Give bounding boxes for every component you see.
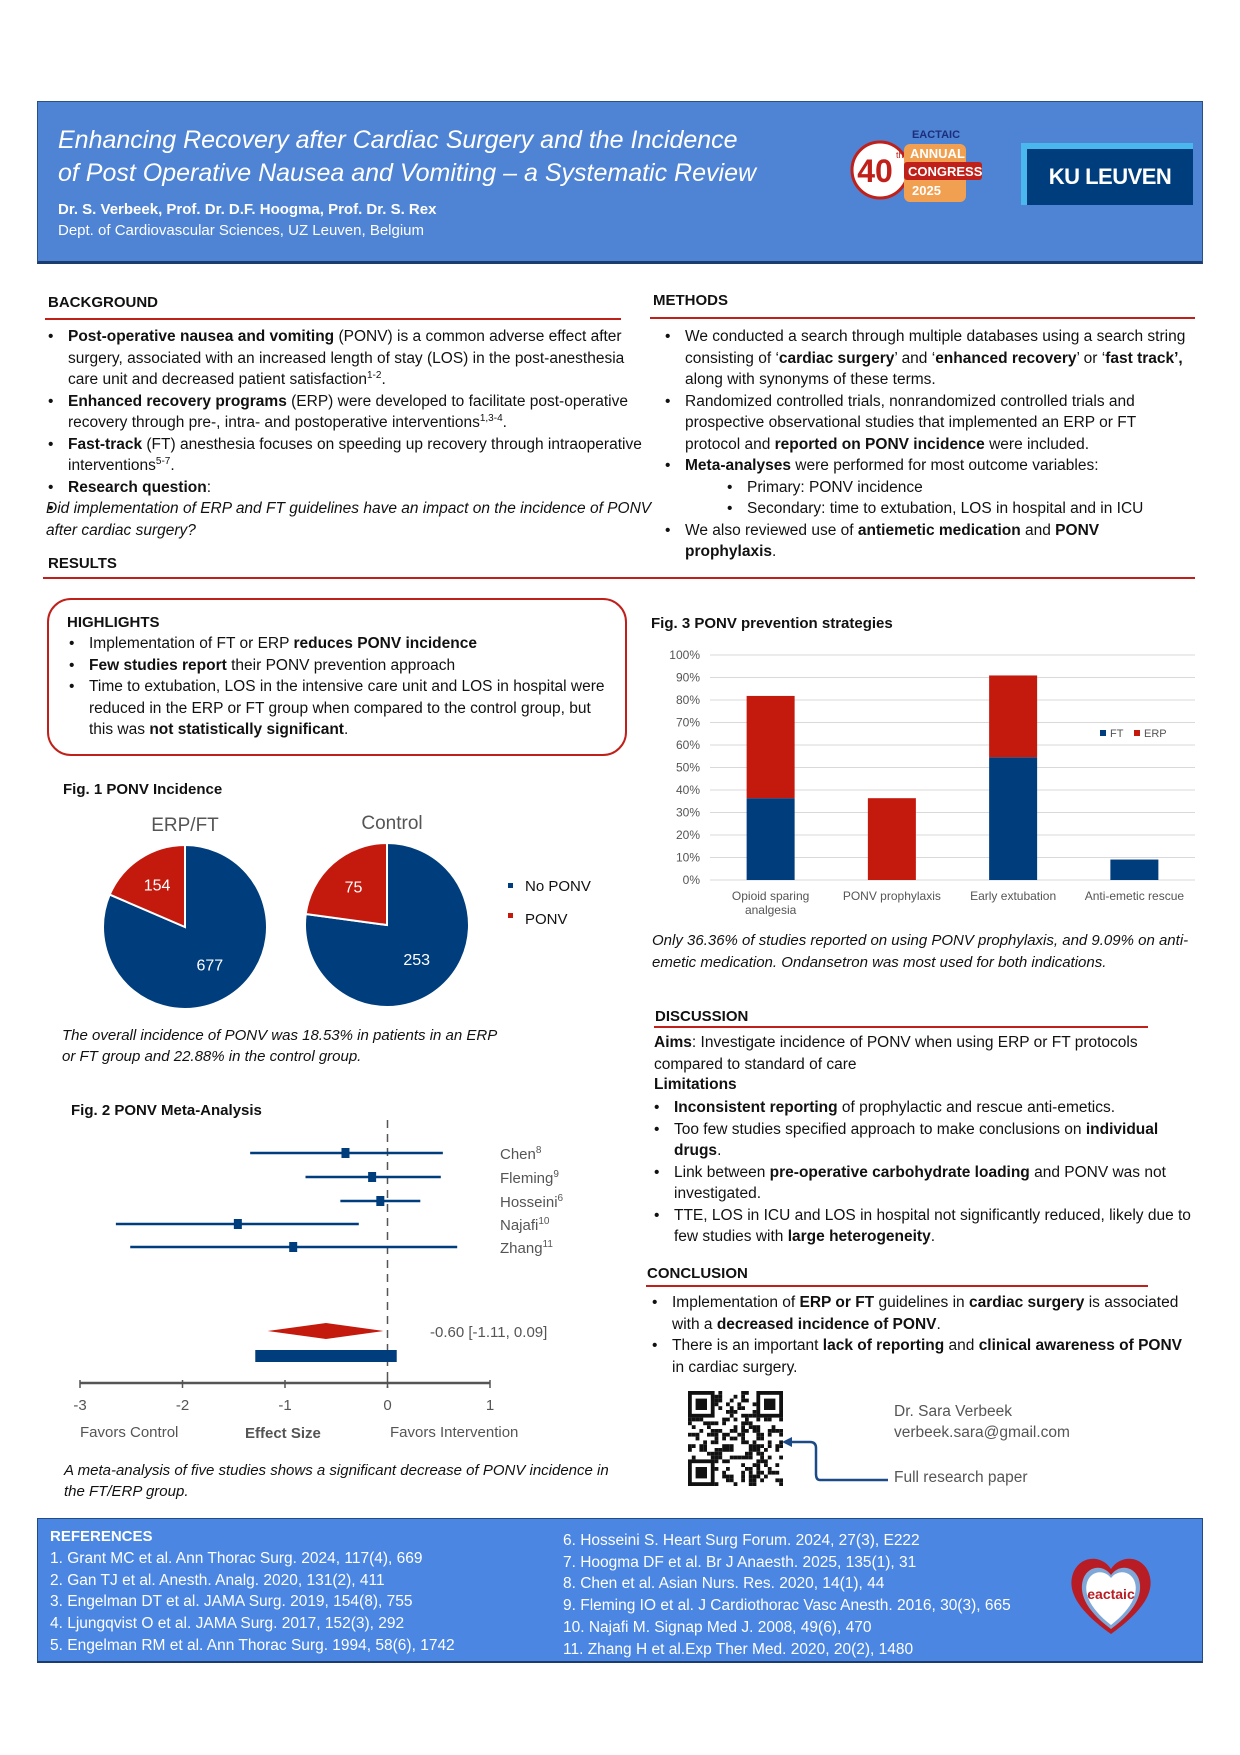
x-tick-label: -1 (278, 1397, 292, 1414)
pooled-estimate-label: -0.60 [-1.11, 0.09] (430, 1324, 548, 1341)
legend-swatch-erp (1134, 730, 1140, 736)
fig3-title: Fig. 3 PONV prevention strategies (651, 615, 893, 632)
reference-item: 3. Engelman DT et al. JAMA Surg. 2019, 154(8), 755 (50, 1593, 413, 1611)
reference-item: 9. Fleming IO et al. J Cardiothorac Vasc Anesth. 2016, 30(3), 665 (563, 1597, 1011, 1615)
pie-value-label: 253 (403, 951, 431, 969)
arrow-icon (780, 1430, 900, 1490)
fig1-pie-charts (60, 800, 620, 1020)
title-line-1: Enhancing Recovery after Cardiac Surgery and the Incidence (58, 126, 738, 154)
x-tick-label: 1 (485, 1397, 495, 1414)
legend-label-no-ponv: No PONV (525, 878, 591, 895)
fig1-title: Fig. 1 PONV Incidence (63, 781, 223, 798)
legend-label-ft: FT (1110, 728, 1124, 740)
references-left-column (50, 1548, 455, 1657)
conclusion-divider (646, 1285, 1148, 1287)
fig1-caption: The overall incidence of PONV was 18.53% in patients in an ERP or FT group and 22.88% in the control group. (62, 1027, 497, 1065)
limitation-item: • TTE, LOS in ICU and LOS in hospital not significantly reduced, likely due to few studies with large heterogeneity. (652, 1205, 1197, 1248)
methods-item: • Meta-analyses were performed for most outcome variables: • Primary: PONV incidence • Secondary: time to extubation, LOS in hospital and in ICU (663, 455, 1193, 520)
qr-code[interactable] (688, 1391, 783, 1486)
reference-item: 2. Gan TJ et al. Anesth. Analg. 2020, 131(2), 411 (50, 1571, 385, 1589)
fig2-forest-plot (50, 1120, 610, 1450)
x-tick-label: 0 (383, 1397, 392, 1414)
y-tick-label: 0% (682, 873, 700, 887)
methods-heading: METHODS (653, 292, 728, 309)
highlights-box (47, 598, 627, 756)
point-estimate-fleming (368, 1172, 376, 1182)
references-section (37, 1518, 1203, 1663)
limitation-item: • Too few studies specified approach to make conclusions on individual drugs. (652, 1119, 1197, 1162)
methods-list (663, 326, 1193, 563)
ku-leuven-logo-text: KU LEUVEN (1027, 149, 1193, 205)
study-label-zhang: Zhang$^{11}$ (500, 1239, 553, 1257)
bar-marks (669, 648, 1195, 917)
y-tick-label: 50% (675, 760, 700, 775)
congress-number: 40 (857, 153, 893, 189)
limitation-item: • Inconsistent reporting of prophylactic and rescue anti-emetics. (652, 1097, 1197, 1119)
reference-item: 10. Najafi M. Signap Med J. 2008, 49(6), 470 (563, 1618, 872, 1636)
eactaic-heart-logo (1066, 1549, 1156, 1639)
pie-title-erp-ft: ERP/FT (151, 815, 219, 836)
discussion-divider (654, 1026, 1148, 1028)
poster-title (58, 124, 838, 190)
results-heading: RESULTS (48, 555, 117, 572)
y-tick-label: 60% (675, 738, 700, 752)
methods-subitem: • Primary: PONV incidence (725, 477, 1193, 499)
results-divider (43, 577, 1195, 579)
congress-line1: ANNUAL (910, 146, 965, 161)
legend-swatch-ft (1100, 730, 1106, 736)
ku-leuven-logo (1021, 143, 1193, 205)
x-tick-label: -2 (175, 1397, 190, 1414)
limitations-list (652, 1097, 1197, 1248)
background-list (46, 326, 656, 541)
fig3-caption: Only 36.36% of studies reported on using PONV prophylaxis, and 9.09% on anti-emetic medication. Ondansetron was most used for both indications. (652, 932, 1189, 971)
congress-line2: CONGRESS (908, 164, 983, 179)
reference-item: 5. Engelman RM et al. Ann Thorac Surg. 1994, 58(6), 1742 (50, 1636, 455, 1654)
reference-item: 6. Hosseini S. Heart Surg Forum. 2024, 27(3), E222 (563, 1532, 920, 1549)
point-estimate-najafi (234, 1219, 242, 1229)
poster-header (37, 101, 1203, 264)
pie-erp-ft (103, 845, 267, 1009)
methods-divider (650, 317, 1195, 319)
pooled-diamond (268, 1323, 384, 1339)
bar-erp-0 (747, 696, 795, 798)
bar-erp-2 (989, 675, 1037, 757)
highlights-title: HIGHLIGHTS (67, 614, 160, 631)
highlight-item: • Few studies report their PONV prevention approach (67, 655, 607, 677)
background-heading: BACKGROUND (48, 294, 158, 311)
y-tick-label: 100% (669, 648, 700, 662)
legend-swatch-no-ponv (508, 883, 513, 888)
study-label-chen: Chen$^8$ (500, 1145, 542, 1163)
y-tick-label: 30% (675, 805, 700, 820)
conclusion-list (650, 1292, 1190, 1378)
methods-sublist (725, 477, 1193, 520)
x-category-label: Opioid sparing (731, 889, 810, 903)
y-tick-label: 80% (675, 693, 700, 707)
background-item: • Research question: (46, 477, 656, 499)
background-item: • Fast-track (FT) anesthesia focuses on speeding up recovery through intraoperative interventions$^{5-7}$. (46, 434, 656, 477)
conclusion-item: • Implementation of ERP or FT guidelines in cardiac surgery is associated with a decreased incidence of PONV. (650, 1292, 1190, 1335)
point-estimate-chen (341, 1148, 349, 1158)
favors-control-label: Favors Control (80, 1424, 179, 1441)
methods-subitem: • Secondary: time to extubation, LOS in hospital and in ICU (725, 498, 1193, 520)
reference-item: 7. Hoogma DF et al. Br J Anaesth. 2025, 135(1), 31 (563, 1553, 917, 1571)
y-tick-label: 70% (675, 715, 700, 730)
limitations-label: Limitations (654, 1076, 737, 1093)
y-tick-label: 40% (675, 783, 700, 797)
discussion-aims: Aims: Investigate incidence of PONV when using ERP or FT protocols compared to standard of care (654, 1034, 1138, 1073)
x-tick-label: -3 (73, 1397, 87, 1414)
congress-logo (850, 124, 995, 212)
background-item: • Enhanced recovery programs (ERP) were developed to facilitate post-operative recovery through pre-, intra- and postoperative interventions$^{1,3-4}$. (46, 391, 656, 434)
legend-swatch-ponv (508, 913, 513, 918)
x-category-label: Anti-emetic rescue (1084, 889, 1185, 903)
limitation-item: • Link between pre-operative carbohydrate loading and PONV was not investigated. (652, 1162, 1197, 1205)
bar-ft-3 (1110, 860, 1158, 880)
legend-label-erp: ERP (1144, 728, 1167, 740)
congress-year: 2025 (912, 183, 941, 198)
highlights-list (67, 633, 607, 741)
study-label-najafi: Najafi$^{10}$ (500, 1216, 550, 1234)
highlight-item: • Time to extubation, LOS in the intensive care unit and LOS in hospital were reduced in the ERP or FT group when compared to the control group, but this was not statistically significant. (67, 676, 607, 741)
reference-item: 4. Ljungqvist O et al. JAMA Surg. 2017, 152(3), 292 (50, 1615, 405, 1633)
contact-email[interactable]: verbeek.sara@gmail.com (894, 1424, 1070, 1441)
fig2-caption: A meta-analysis of five studies shows a significant decrease of PONV incidence in the FT/ERP group. (64, 1462, 609, 1500)
methods-item: • We also reviewed use of antiemetic medication and PONV prophylaxis. (663, 520, 1193, 563)
eactaic-logo-text: eactaic (1087, 1586, 1135, 1602)
methods-item: • We conducted a search through multiple databases using a search string consisting of ‘cardiac surgery’ and ‘enhanced recovery’ or ‘fast track’, along with synonyms of these terms. (663, 326, 1193, 391)
congress-org: EACTAIC (911, 129, 961, 141)
highlight-item: • Implementation of FT or ERP reduces PONV incidence (67, 633, 607, 655)
pie-value-label: 677 (196, 957, 224, 975)
effect-size-label: Effect Size (245, 1425, 321, 1442)
x-category-label: Early extubation (970, 889, 1057, 903)
conclusion-heading: CONCLUSION (647, 1265, 748, 1282)
reference-item: 11. Zhang H et al.Exp Ther Med. 2020, 20(2), 1480 (563, 1640, 914, 1658)
fig3-bar-chart (650, 640, 1200, 920)
pie-control (305, 843, 469, 1007)
research-question: • Did implementation of ERP and FT guidelines have an impact on the incidence of PONV after cardiac surgery? (46, 498, 656, 541)
pie-value-label: 154 (143, 877, 171, 895)
affiliation: Dept. of Cardiovascular Sciences, UZ Leuven, Belgium (58, 222, 425, 239)
study-label-fleming: Fleming$^9$ (500, 1169, 559, 1187)
bar-ft-0 (747, 798, 795, 880)
methods-item: • Randomized controlled trials, nonrandomized controlled trials and prospective observational studies that implemented an ERP or FT protocol and reported on PONV incidence were included. (663, 391, 1193, 456)
conclusion-item: • There is an important lack of reporting and clinical awareness of PONV in cardiac surgery. (650, 1335, 1190, 1378)
pie-value-label: 75 (344, 879, 363, 897)
full-paper-label: Full research paper (894, 1469, 1028, 1486)
y-tick-label: 20% (675, 828, 700, 842)
pie-title-control: Control (361, 813, 423, 834)
bar-ft-2 (989, 757, 1037, 880)
reference-item: 1. Grant MC et al. Ann Thorac Surg. 2024, 117(4), 669 (50, 1550, 423, 1567)
point-estimate-hosseini (376, 1196, 384, 1206)
legend-label-ponv: PONV (525, 911, 568, 928)
reference-item: 8. Chen et al. Asian Nurs. Res. 2020, 14(1), 44 (563, 1575, 885, 1593)
background-item: • Post-operative nausea and vomiting (PONV) is a common adverse effect after surgery, associated with an increased length of stay (LOS) in the post-anesthesia care unit and decreased patient satisfaction$^{1-2}$. (46, 326, 656, 391)
y-tick-label: 90% (675, 670, 700, 685)
discussion-heading: DISCUSSION (655, 1008, 749, 1025)
authors: Dr. S. Verbeek, Prof. Dr. D.F. Hoogma, Prof. Dr. S. Rex (58, 201, 437, 218)
bar-erp-1 (868, 798, 916, 880)
point-estimate-zhang (289, 1242, 297, 1252)
contact-name: Dr. Sara Verbeek (894, 1403, 1013, 1420)
study-label-hosseini: Hosseini$^6$ (500, 1193, 564, 1211)
congress-suffix: th (896, 150, 904, 160)
references-heading: REFERENCES (50, 1528, 153, 1545)
title-line-2: of Post Operative Nausea and Vomiting – a Systematic Review (58, 159, 757, 187)
background-divider (45, 318, 621, 320)
x-category-label: PONV prophylaxis (842, 889, 941, 903)
y-tick-label: 10% (675, 850, 700, 865)
forest-marks (73, 1120, 563, 1414)
references-right-column (563, 1530, 1011, 1660)
x-category-label: analgesia (744, 903, 797, 917)
pooled-ci-bar (255, 1350, 396, 1362)
favors-intervention-label: Favors Intervention (390, 1424, 519, 1441)
fig2-title: Fig. 2 PONV Meta-Analysis (71, 1102, 262, 1119)
